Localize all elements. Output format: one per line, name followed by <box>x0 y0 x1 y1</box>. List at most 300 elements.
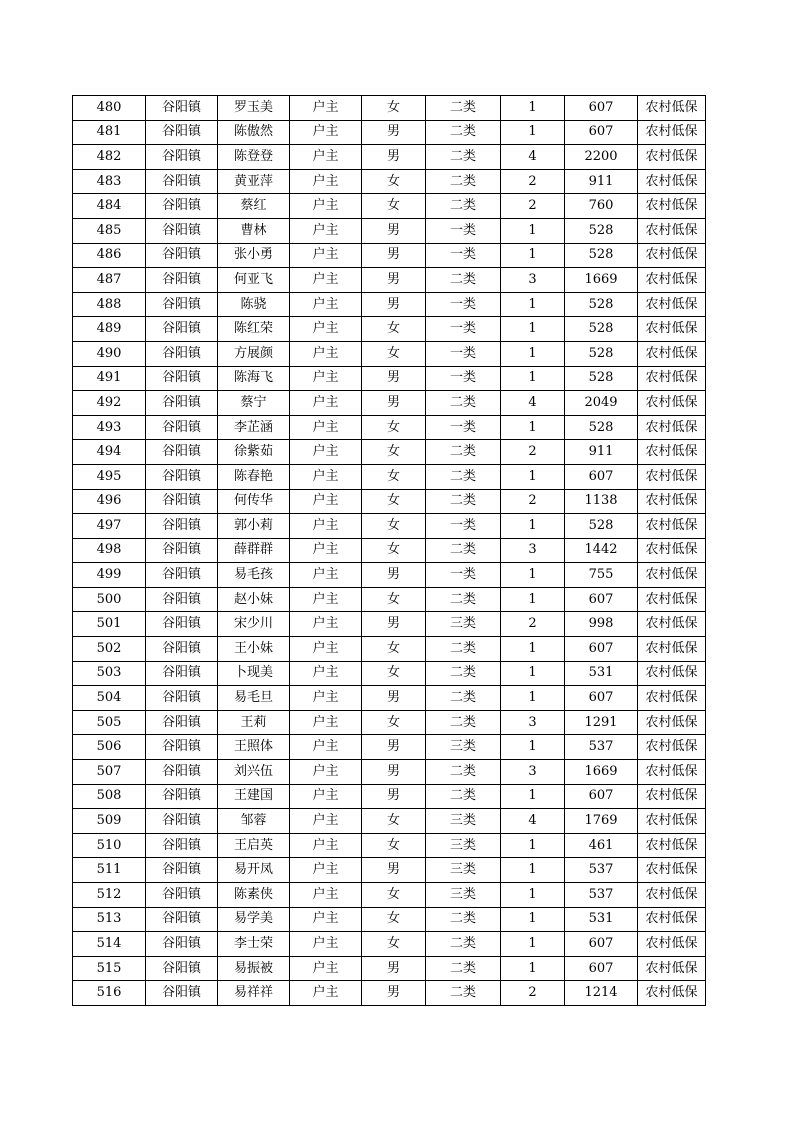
relation-cell: 户主 <box>290 809 362 834</box>
serial-number-cell: 516 <box>73 981 146 1006</box>
town-cell: 谷阳镇 <box>146 612 218 637</box>
household-size-cell: 1 <box>501 907 565 932</box>
name-cell: 陈傲然 <box>218 120 290 145</box>
category-cell: 二类 <box>426 686 501 711</box>
name-cell: 邹蓉 <box>218 809 290 834</box>
program-cell: 农村低保 <box>638 907 706 932</box>
amount-cell: 607 <box>565 932 638 957</box>
name-cell: 李士荣 <box>218 932 290 957</box>
serial-number-cell: 511 <box>73 858 146 883</box>
category-cell: 二类 <box>426 464 501 489</box>
town-cell: 谷阳镇 <box>146 538 218 563</box>
gender-cell: 男 <box>362 218 426 243</box>
serial-number-cell: 489 <box>73 317 146 342</box>
table-body <box>73 96 706 1006</box>
household-size-cell: 2 <box>501 981 565 1006</box>
gender-cell: 女 <box>362 833 426 858</box>
table-row <box>73 538 706 563</box>
name-cell: 方展颜 <box>218 341 290 366</box>
household-size-cell: 1 <box>501 464 565 489</box>
program-cell: 农村低保 <box>638 858 706 883</box>
amount-cell: 1291 <box>565 710 638 735</box>
program-cell: 农村低保 <box>638 612 706 637</box>
town-cell: 谷阳镇 <box>146 809 218 834</box>
town-cell: 谷阳镇 <box>146 710 218 735</box>
table-row <box>73 735 706 760</box>
household-size-cell: 3 <box>501 268 565 293</box>
program-cell: 农村低保 <box>638 735 706 760</box>
amount-cell: 528 <box>565 292 638 317</box>
gender-cell: 男 <box>362 145 426 170</box>
household-size-cell: 1 <box>501 514 565 539</box>
relation-cell: 户主 <box>290 415 362 440</box>
name-cell: 李芷涵 <box>218 415 290 440</box>
serial-number-cell: 507 <box>73 760 146 785</box>
category-cell: 二类 <box>426 120 501 145</box>
relation-cell: 户主 <box>290 366 362 391</box>
gender-cell: 女 <box>362 415 426 440</box>
serial-number-cell: 514 <box>73 932 146 957</box>
household-size-cell: 3 <box>501 710 565 735</box>
town-cell: 谷阳镇 <box>146 760 218 785</box>
relation-cell: 户主 <box>290 981 362 1006</box>
gender-cell: 女 <box>362 710 426 735</box>
program-cell: 农村低保 <box>638 366 706 391</box>
category-cell: 二类 <box>426 145 501 170</box>
relation-cell: 户主 <box>290 120 362 145</box>
amount-cell: 607 <box>565 784 638 809</box>
name-cell: 陈海飞 <box>218 366 290 391</box>
amount-cell: 1442 <box>565 538 638 563</box>
table-row <box>73 612 706 637</box>
town-cell: 谷阳镇 <box>146 341 218 366</box>
category-cell: 二类 <box>426 661 501 686</box>
gender-cell: 男 <box>362 120 426 145</box>
table-row <box>73 637 706 662</box>
table-row <box>73 710 706 735</box>
amount-cell: 911 <box>565 440 638 465</box>
category-cell: 二类 <box>426 268 501 293</box>
town-cell: 谷阳镇 <box>146 883 218 908</box>
household-size-cell: 1 <box>501 883 565 908</box>
amount-cell: 911 <box>565 169 638 194</box>
town-cell: 谷阳镇 <box>146 268 218 293</box>
town-cell: 谷阳镇 <box>146 440 218 465</box>
household-size-cell: 1 <box>501 956 565 981</box>
amount-cell: 607 <box>565 686 638 711</box>
program-cell: 农村低保 <box>638 120 706 145</box>
household-size-cell: 1 <box>501 784 565 809</box>
town-cell: 谷阳镇 <box>146 317 218 342</box>
household-size-cell: 1 <box>501 858 565 883</box>
gender-cell: 女 <box>362 661 426 686</box>
name-cell: 陈登登 <box>218 145 290 170</box>
town-cell: 谷阳镇 <box>146 784 218 809</box>
relation-cell: 户主 <box>290 907 362 932</box>
category-cell: 二类 <box>426 489 501 514</box>
gender-cell: 男 <box>362 784 426 809</box>
serial-number-cell: 499 <box>73 563 146 588</box>
town-cell: 谷阳镇 <box>146 96 218 121</box>
name-cell: 易学美 <box>218 907 290 932</box>
relation-cell: 户主 <box>290 760 362 785</box>
table-row <box>73 489 706 514</box>
town-cell: 谷阳镇 <box>146 145 218 170</box>
serial-number-cell: 494 <box>73 440 146 465</box>
relation-cell: 户主 <box>290 858 362 883</box>
category-cell: 二类 <box>426 907 501 932</box>
table-row <box>73 464 706 489</box>
town-cell: 谷阳镇 <box>146 661 218 686</box>
program-cell: 农村低保 <box>638 292 706 317</box>
amount-cell: 1138 <box>565 489 638 514</box>
town-cell: 谷阳镇 <box>146 415 218 440</box>
name-cell: 刘兴伍 <box>218 760 290 785</box>
category-cell: 一类 <box>426 366 501 391</box>
town-cell: 谷阳镇 <box>146 514 218 539</box>
relation-cell: 户主 <box>290 538 362 563</box>
name-cell: 何亚飞 <box>218 268 290 293</box>
household-size-cell: 1 <box>501 637 565 662</box>
household-size-cell: 1 <box>501 587 565 612</box>
amount-cell: 998 <box>565 612 638 637</box>
serial-number-cell: 480 <box>73 96 146 121</box>
name-cell: 陈春艳 <box>218 464 290 489</box>
town-cell: 谷阳镇 <box>146 120 218 145</box>
town-cell: 谷阳镇 <box>146 858 218 883</box>
program-cell: 农村低保 <box>638 809 706 834</box>
table-row <box>73 194 706 219</box>
program-cell: 农村低保 <box>638 268 706 293</box>
amount-cell: 760 <box>565 194 638 219</box>
program-cell: 农村低保 <box>638 341 706 366</box>
amount-cell: 528 <box>565 218 638 243</box>
program-cell: 农村低保 <box>638 96 706 121</box>
category-cell: 二类 <box>426 96 501 121</box>
name-cell: 宋少川 <box>218 612 290 637</box>
serial-number-cell: 508 <box>73 784 146 809</box>
household-size-cell: 1 <box>501 317 565 342</box>
category-cell: 二类 <box>426 391 501 416</box>
program-cell: 农村低保 <box>638 686 706 711</box>
table-row <box>73 96 706 121</box>
serial-number-cell: 492 <box>73 391 146 416</box>
name-cell: 曹林 <box>218 218 290 243</box>
town-cell: 谷阳镇 <box>146 981 218 1006</box>
assistance-roster-table <box>72 95 706 1006</box>
town-cell: 谷阳镇 <box>146 292 218 317</box>
household-size-cell: 1 <box>501 120 565 145</box>
program-cell: 农村低保 <box>638 981 706 1006</box>
amount-cell: 537 <box>565 735 638 760</box>
program-cell: 农村低保 <box>638 391 706 416</box>
relation-cell: 户主 <box>290 637 362 662</box>
table-row <box>73 145 706 170</box>
table-row <box>73 514 706 539</box>
program-cell: 农村低保 <box>638 956 706 981</box>
category-cell: 一类 <box>426 415 501 440</box>
name-cell: 陈红荣 <box>218 317 290 342</box>
table-row <box>73 661 706 686</box>
town-cell: 谷阳镇 <box>146 932 218 957</box>
serial-number-cell: 481 <box>73 120 146 145</box>
household-size-cell: 1 <box>501 415 565 440</box>
relation-cell: 户主 <box>290 464 362 489</box>
relation-cell: 户主 <box>290 883 362 908</box>
amount-cell: 528 <box>565 415 638 440</box>
town-cell: 谷阳镇 <box>146 366 218 391</box>
name-cell: 易振被 <box>218 956 290 981</box>
name-cell: 黄亚萍 <box>218 169 290 194</box>
serial-number-cell: 487 <box>73 268 146 293</box>
table-row <box>73 415 706 440</box>
relation-cell: 户主 <box>290 661 362 686</box>
household-size-cell: 2 <box>501 194 565 219</box>
gender-cell: 男 <box>362 686 426 711</box>
table-row <box>73 366 706 391</box>
category-cell: 三类 <box>426 809 501 834</box>
gender-cell: 男 <box>362 735 426 760</box>
name-cell: 陈骁 <box>218 292 290 317</box>
gender-cell: 女 <box>362 317 426 342</box>
serial-number-cell: 513 <box>73 907 146 932</box>
amount-cell: 537 <box>565 883 638 908</box>
table-row <box>73 268 706 293</box>
name-cell: 易开凤 <box>218 858 290 883</box>
town-cell: 谷阳镇 <box>146 464 218 489</box>
gender-cell: 男 <box>362 612 426 637</box>
category-cell: 三类 <box>426 833 501 858</box>
program-cell: 农村低保 <box>638 317 706 342</box>
relation-cell: 户主 <box>290 391 362 416</box>
table-row <box>73 932 706 957</box>
serial-number-cell: 483 <box>73 169 146 194</box>
relation-cell: 户主 <box>290 587 362 612</box>
amount-cell: 2049 <box>565 391 638 416</box>
gender-cell: 女 <box>362 96 426 121</box>
program-cell: 农村低保 <box>638 440 706 465</box>
name-cell: 王照体 <box>218 735 290 760</box>
table-row <box>73 883 706 908</box>
name-cell: 王启英 <box>218 833 290 858</box>
amount-cell: 755 <box>565 563 638 588</box>
amount-cell: 607 <box>565 464 638 489</box>
category-cell: 一类 <box>426 243 501 268</box>
gender-cell: 男 <box>362 292 426 317</box>
serial-number-cell: 488 <box>73 292 146 317</box>
town-cell: 谷阳镇 <box>146 194 218 219</box>
household-size-cell: 4 <box>501 145 565 170</box>
serial-number-cell: 495 <box>73 464 146 489</box>
relation-cell: 户主 <box>290 612 362 637</box>
relation-cell: 户主 <box>290 145 362 170</box>
household-size-cell: 1 <box>501 366 565 391</box>
serial-number-cell: 510 <box>73 833 146 858</box>
name-cell: 赵小妹 <box>218 587 290 612</box>
relation-cell: 户主 <box>290 292 362 317</box>
table-row <box>73 833 706 858</box>
program-cell: 农村低保 <box>638 538 706 563</box>
category-cell: 二类 <box>426 710 501 735</box>
category-cell: 二类 <box>426 956 501 981</box>
gender-cell: 女 <box>362 440 426 465</box>
program-cell: 农村低保 <box>638 415 706 440</box>
name-cell: 罗玉美 <box>218 96 290 121</box>
relation-cell: 户主 <box>290 514 362 539</box>
serial-number-cell: 512 <box>73 883 146 908</box>
household-size-cell: 1 <box>501 292 565 317</box>
program-cell: 农村低保 <box>638 661 706 686</box>
gender-cell: 男 <box>362 956 426 981</box>
amount-cell: 1669 <box>565 268 638 293</box>
gender-cell: 男 <box>362 268 426 293</box>
household-size-cell: 1 <box>501 341 565 366</box>
serial-number-cell: 484 <box>73 194 146 219</box>
relation-cell: 户主 <box>290 833 362 858</box>
amount-cell: 607 <box>565 587 638 612</box>
serial-number-cell: 505 <box>73 710 146 735</box>
relation-cell: 户主 <box>290 735 362 760</box>
program-cell: 农村低保 <box>638 464 706 489</box>
program-cell: 农村低保 <box>638 243 706 268</box>
table-row <box>73 956 706 981</box>
category-cell: 三类 <box>426 735 501 760</box>
program-cell: 农村低保 <box>638 169 706 194</box>
table-row <box>73 391 706 416</box>
amount-cell: 528 <box>565 514 638 539</box>
gender-cell: 女 <box>362 883 426 908</box>
table-row <box>73 317 706 342</box>
amount-cell: 461 <box>565 833 638 858</box>
amount-cell: 528 <box>565 341 638 366</box>
name-cell: 卜现美 <box>218 661 290 686</box>
program-cell: 农村低保 <box>638 760 706 785</box>
amount-cell: 607 <box>565 96 638 121</box>
household-size-cell: 2 <box>501 612 565 637</box>
town-cell: 谷阳镇 <box>146 735 218 760</box>
program-cell: 农村低保 <box>638 194 706 219</box>
serial-number-cell: 491 <box>73 366 146 391</box>
serial-number-cell: 506 <box>73 735 146 760</box>
serial-number-cell: 485 <box>73 218 146 243</box>
household-size-cell: 1 <box>501 661 565 686</box>
category-cell: 二类 <box>426 932 501 957</box>
table-row <box>73 907 706 932</box>
relation-cell: 户主 <box>290 317 362 342</box>
category-cell: 一类 <box>426 514 501 539</box>
table-row <box>73 858 706 883</box>
town-cell: 谷阳镇 <box>146 637 218 662</box>
gender-cell: 女 <box>362 932 426 957</box>
relation-cell: 户主 <box>290 784 362 809</box>
program-cell: 农村低保 <box>638 587 706 612</box>
table-row <box>73 341 706 366</box>
amount-cell: 528 <box>565 366 638 391</box>
household-size-cell: 4 <box>501 391 565 416</box>
relation-cell: 户主 <box>290 440 362 465</box>
document-table-container <box>72 95 705 1006</box>
gender-cell: 女 <box>362 341 426 366</box>
serial-number-cell: 509 <box>73 809 146 834</box>
name-cell: 陈素侠 <box>218 883 290 908</box>
gender-cell: 女 <box>362 489 426 514</box>
gender-cell: 男 <box>362 243 426 268</box>
name-cell: 王建国 <box>218 784 290 809</box>
relation-cell: 户主 <box>290 932 362 957</box>
category-cell: 二类 <box>426 169 501 194</box>
town-cell: 谷阳镇 <box>146 587 218 612</box>
name-cell: 徐紫茹 <box>218 440 290 465</box>
name-cell: 易毛孩 <box>218 563 290 588</box>
serial-number-cell: 482 <box>73 145 146 170</box>
serial-number-cell: 498 <box>73 538 146 563</box>
amount-cell: 531 <box>565 661 638 686</box>
amount-cell: 607 <box>565 956 638 981</box>
program-cell: 农村低保 <box>638 637 706 662</box>
name-cell: 易祥祥 <box>218 981 290 1006</box>
town-cell: 谷阳镇 <box>146 563 218 588</box>
amount-cell: 528 <box>565 317 638 342</box>
category-cell: 一类 <box>426 218 501 243</box>
household-size-cell: 1 <box>501 686 565 711</box>
category-cell: 一类 <box>426 563 501 588</box>
serial-number-cell: 500 <box>73 587 146 612</box>
household-size-cell: 1 <box>501 833 565 858</box>
amount-cell: 607 <box>565 637 638 662</box>
amount-cell: 1214 <box>565 981 638 1006</box>
relation-cell: 户主 <box>290 489 362 514</box>
household-size-cell: 4 <box>501 809 565 834</box>
program-cell: 农村低保 <box>638 710 706 735</box>
amount-cell: 1669 <box>565 760 638 785</box>
program-cell: 农村低保 <box>638 489 706 514</box>
relation-cell: 户主 <box>290 341 362 366</box>
table-row <box>73 784 706 809</box>
household-size-cell: 1 <box>501 218 565 243</box>
table-row <box>73 243 706 268</box>
relation-cell: 户主 <box>290 563 362 588</box>
program-cell: 农村低保 <box>638 218 706 243</box>
name-cell: 王小妹 <box>218 637 290 662</box>
gender-cell: 男 <box>362 858 426 883</box>
category-cell: 二类 <box>426 784 501 809</box>
household-size-cell: 1 <box>501 563 565 588</box>
category-cell: 二类 <box>426 194 501 219</box>
household-size-cell: 1 <box>501 735 565 760</box>
table-row <box>73 169 706 194</box>
household-size-cell: 1 <box>501 932 565 957</box>
program-cell: 农村低保 <box>638 514 706 539</box>
town-cell: 谷阳镇 <box>146 218 218 243</box>
category-cell: 一类 <box>426 341 501 366</box>
gender-cell: 女 <box>362 907 426 932</box>
amount-cell: 531 <box>565 907 638 932</box>
table-row <box>73 809 706 834</box>
relation-cell: 户主 <box>290 194 362 219</box>
serial-number-cell: 493 <box>73 415 146 440</box>
name-cell: 张小勇 <box>218 243 290 268</box>
table-row <box>73 686 706 711</box>
serial-number-cell: 497 <box>73 514 146 539</box>
table-row <box>73 120 706 145</box>
gender-cell: 女 <box>362 194 426 219</box>
gender-cell: 女 <box>362 637 426 662</box>
amount-cell: 1769 <box>565 809 638 834</box>
program-cell: 农村低保 <box>638 784 706 809</box>
serial-number-cell: 490 <box>73 341 146 366</box>
town-cell: 谷阳镇 <box>146 833 218 858</box>
category-cell: 一类 <box>426 292 501 317</box>
